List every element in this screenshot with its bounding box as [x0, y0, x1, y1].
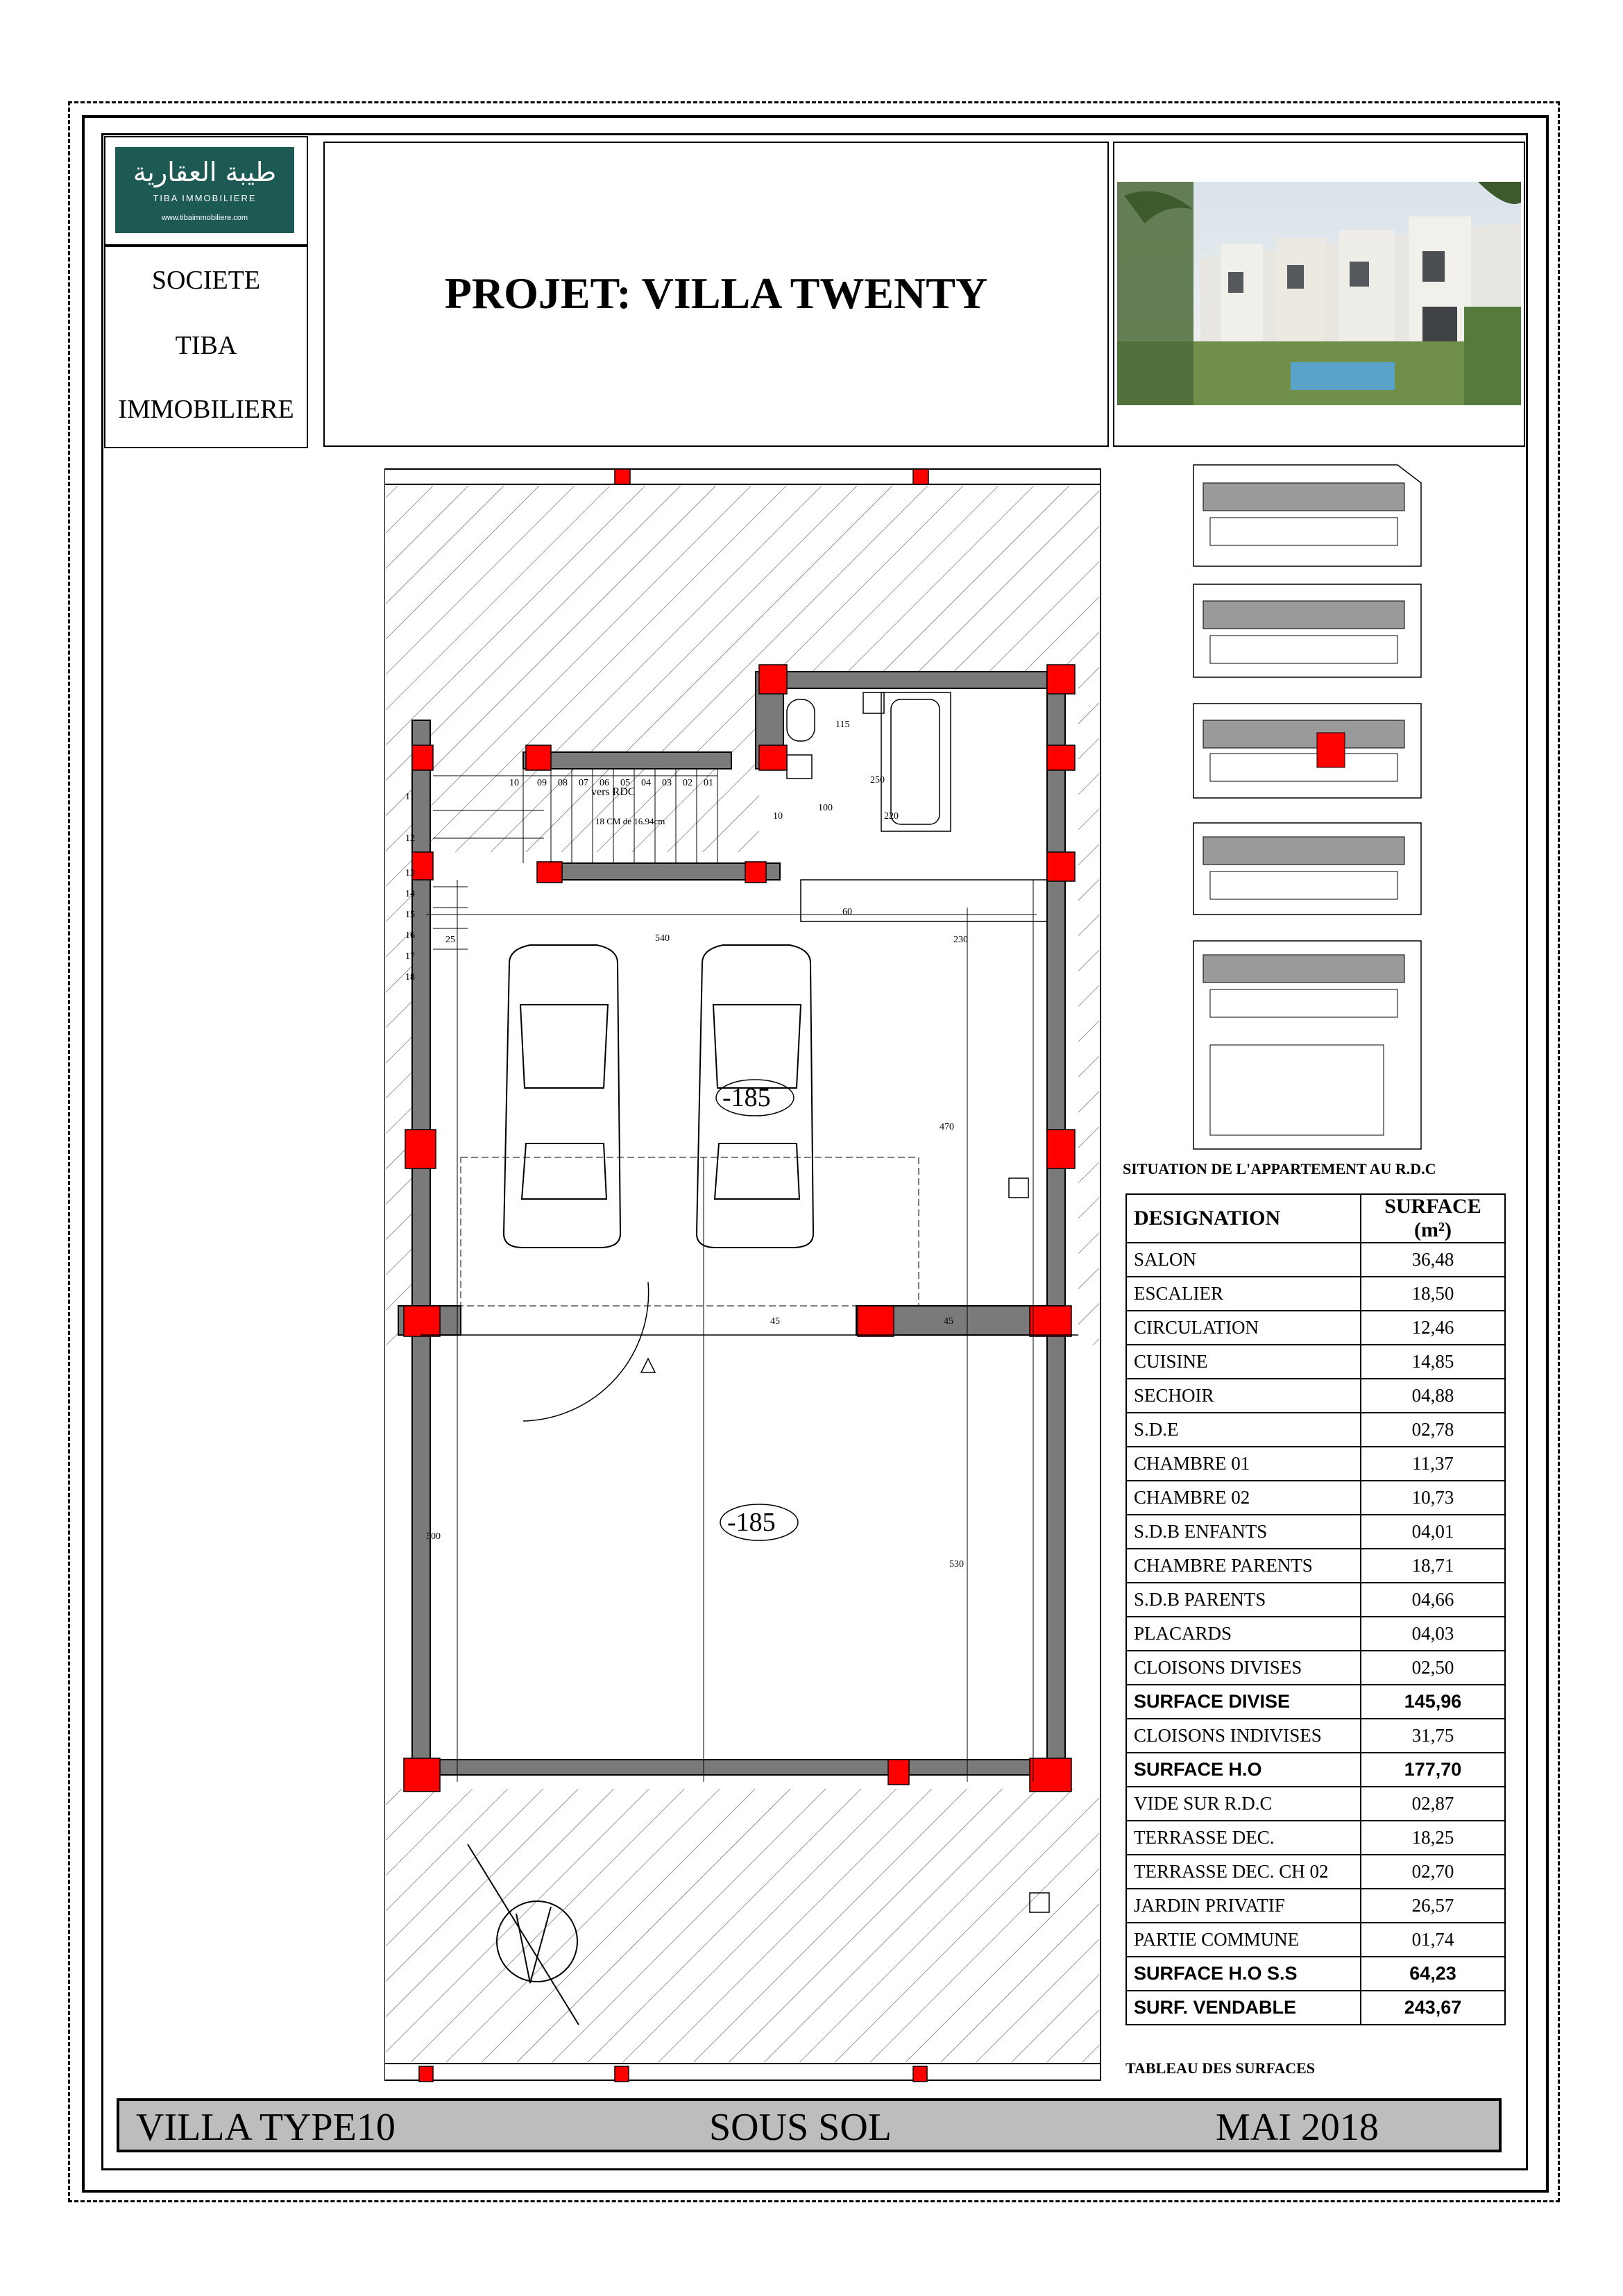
project-title: PROJET: VILLA TWENTY — [444, 269, 988, 318]
surface-cell: 04,88 — [1361, 1379, 1505, 1413]
surface-cell: 04,03 — [1361, 1617, 1505, 1651]
dimension-label: 540 — [655, 933, 670, 944]
stair-step-label: 18 — [405, 972, 415, 983]
designation-cell: SURF. VENDABLE — [1126, 1991, 1361, 2025]
designation-cell: CHAMBRE PARENTS — [1126, 1549, 1361, 1583]
designation-cell: CIRCULATION — [1126, 1311, 1361, 1345]
stair-step-label: 17 — [405, 951, 415, 962]
designation-cell: PARTIE COMMUNE — [1126, 1923, 1361, 1957]
designation-cell: SURFACE H.O S.S — [1126, 1957, 1361, 1991]
surface-cell: 04,01 — [1361, 1515, 1505, 1549]
surface-cell: 14,85 — [1361, 1345, 1505, 1379]
table-row — [1126, 1719, 1505, 1753]
company-line-3: IMMOBILIERE — [118, 395, 294, 424]
designation-cell: ESCALIER — [1126, 1277, 1361, 1311]
designation-cell: CLOISONS DIVISES — [1126, 1651, 1361, 1685]
stair-step-label: 09 — [537, 778, 547, 788]
table-caption: TABLEAU DES SURFACES — [1125, 2059, 1316, 2077]
table-row — [1126, 1243, 1505, 1277]
stair-step-label: 16 — [405, 930, 415, 941]
dimension-label: 115 — [835, 720, 850, 730]
floor-plan — [384, 464, 1102, 2087]
table-row — [1126, 1481, 1505, 1515]
designation-cell: VIDE SUR R.D.C — [1126, 1787, 1361, 1821]
surface-cell: 243,67 — [1361, 1991, 1505, 2025]
dimension-label: 45 — [944, 1316, 953, 1327]
villa-type: VILLA TYPE10 — [136, 2106, 396, 2149]
designation-cell: CUISINE — [1126, 1345, 1361, 1379]
designation-cell: TERRASSE DEC. CH 02 — [1126, 1855, 1361, 1889]
table-row — [1126, 1651, 1505, 1685]
logo-arabic-text: طيبة العقارية — [133, 157, 277, 187]
designation-cell: S.D.B ENFANTS — [1126, 1515, 1361, 1549]
villa-rendering-image — [1117, 182, 1521, 405]
table-row — [1126, 1277, 1505, 1311]
stair-step-label: 13 — [405, 868, 415, 878]
dimension-label: 500 — [426, 1531, 441, 1542]
surface-cell: 12,46 — [1361, 1311, 1505, 1345]
company-line-1: SOCIETE — [151, 266, 261, 295]
surface-cell: 145,96 — [1361, 1685, 1505, 1719]
table-row — [1126, 1583, 1505, 1617]
dimension-label: 530 — [949, 1559, 964, 1570]
surface-cell: 02,87 — [1361, 1787, 1505, 1821]
company-name-box — [104, 244, 308, 448]
table-row — [1126, 1617, 1505, 1651]
dimension-label: 220 — [884, 811, 899, 822]
table-row — [1126, 1923, 1505, 1957]
stair-step-label: 08 — [558, 778, 568, 788]
dimension-label: 100 — [818, 803, 833, 813]
designation-cell: S.D.E — [1126, 1413, 1361, 1447]
table-row — [1126, 1753, 1505, 1787]
dimension-label: 250 — [870, 775, 885, 785]
table-row — [1126, 1345, 1505, 1379]
designation-cell: TERRASSE DEC. — [1126, 1821, 1361, 1855]
designation-cell: SURFACE H.O — [1126, 1753, 1361, 1787]
surface-cell: 31,75 — [1361, 1719, 1505, 1753]
company-line-2: TIBA — [175, 331, 237, 360]
table-row — [1126, 1379, 1505, 1413]
table-row — [1126, 1515, 1505, 1549]
surface-cell: 36,48 — [1361, 1243, 1505, 1277]
designation-cell: JARDIN PRIVATIF — [1126, 1889, 1361, 1923]
stair-step-label: 06 — [600, 778, 609, 788]
site-plan-caption: SITUATION DE L'APPARTEMENT AU R.D.C — [1123, 1160, 1436, 1177]
surface-header: SURFACE (m²) — [1361, 1194, 1505, 1243]
logo-url: www.tibaimmobiliere.com — [161, 214, 248, 222]
dimension-label: 45 — [770, 1316, 780, 1327]
table-row — [1126, 1413, 1505, 1447]
designation-cell: CHAMBRE 01 — [1126, 1447, 1361, 1481]
level-label: -185 — [722, 1083, 771, 1112]
surface-cell: 02,78 — [1361, 1413, 1505, 1447]
table-row — [1126, 1447, 1505, 1481]
level-label: -185 — [727, 1508, 776, 1537]
designation-cell: PLACARDS — [1126, 1617, 1361, 1651]
surface-cell: 10,73 — [1361, 1481, 1505, 1515]
surface-cell: 177,70 — [1361, 1753, 1505, 1787]
designation-cell: S.D.B PARENTS — [1126, 1583, 1361, 1617]
designation-header: DESIGNATION — [1126, 1194, 1361, 1243]
stair-label: vers RDC — [591, 786, 636, 798]
level-name: SOUS SOL — [709, 2106, 892, 2149]
surface-cell: 26,57 — [1361, 1889, 1505, 1923]
table-row — [1126, 1889, 1505, 1923]
date: MAI 2018 — [1216, 2106, 1379, 2149]
table-row — [1126, 1311, 1505, 1345]
stair-note: 18 CM de 16.94cm — [595, 816, 665, 826]
designation-cell: SALON — [1126, 1243, 1361, 1277]
stair-step-label: 14 — [405, 889, 415, 899]
stair-step-label: 04 — [641, 778, 651, 788]
table-row — [1126, 1991, 1505, 2025]
table-row — [1126, 1855, 1505, 1889]
logo-latin-text: TIBA IMMOBILIERE — [153, 193, 257, 203]
dimension-label: 10 — [773, 811, 783, 822]
stair-step-label: 02 — [683, 778, 692, 788]
footer-bar — [117, 2098, 1502, 2152]
surface-cell: 64,23 — [1361, 1957, 1505, 1991]
stair-step-label: 07 — [579, 778, 588, 788]
dimension-label: 60 — [842, 907, 852, 917]
surface-cell: 02,70 — [1361, 1855, 1505, 1889]
surface-cell: 18,50 — [1361, 1277, 1505, 1311]
designation-cell: SECHOIR — [1126, 1379, 1361, 1413]
company-logo — [115, 147, 294, 233]
site-plan — [1189, 462, 1429, 1153]
surfaces-table — [1125, 1193, 1506, 2025]
dimension-label: 25 — [445, 935, 455, 945]
designation-cell: CHAMBRE 02 — [1126, 1481, 1361, 1515]
dimension-label: 470 — [940, 1122, 954, 1132]
surface-cell: 18,25 — [1361, 1821, 1505, 1855]
surface-cell: 04,66 — [1361, 1583, 1505, 1617]
table-row — [1126, 1821, 1505, 1855]
stair-step-label: 03 — [662, 778, 672, 788]
table-row — [1126, 1685, 1505, 1719]
table-header-row — [1126, 1194, 1505, 1243]
stair-step-label: 05 — [620, 778, 630, 788]
project-title-box — [323, 142, 1109, 447]
surface-cell: 18,71 — [1361, 1549, 1505, 1583]
designation-cell: CLOISONS INDIVISES — [1126, 1719, 1361, 1753]
stair-step-label: 01 — [704, 778, 713, 788]
surface-cell: 01,74 — [1361, 1923, 1505, 1957]
surface-cell: 02,50 — [1361, 1651, 1505, 1685]
table-row — [1126, 1957, 1505, 1991]
stair-step-label: 15 — [405, 910, 415, 920]
stair-step-label: 10 — [509, 778, 519, 788]
surface-cell: 11,37 — [1361, 1447, 1505, 1481]
stair-step-label: 12 — [405, 833, 415, 844]
table-row — [1126, 1549, 1505, 1583]
table-row — [1126, 1787, 1505, 1821]
designation-cell: SURFACE DIVISE — [1126, 1685, 1361, 1719]
stair-step-label: 11 — [405, 792, 415, 802]
dimension-label: 230 — [953, 935, 968, 945]
